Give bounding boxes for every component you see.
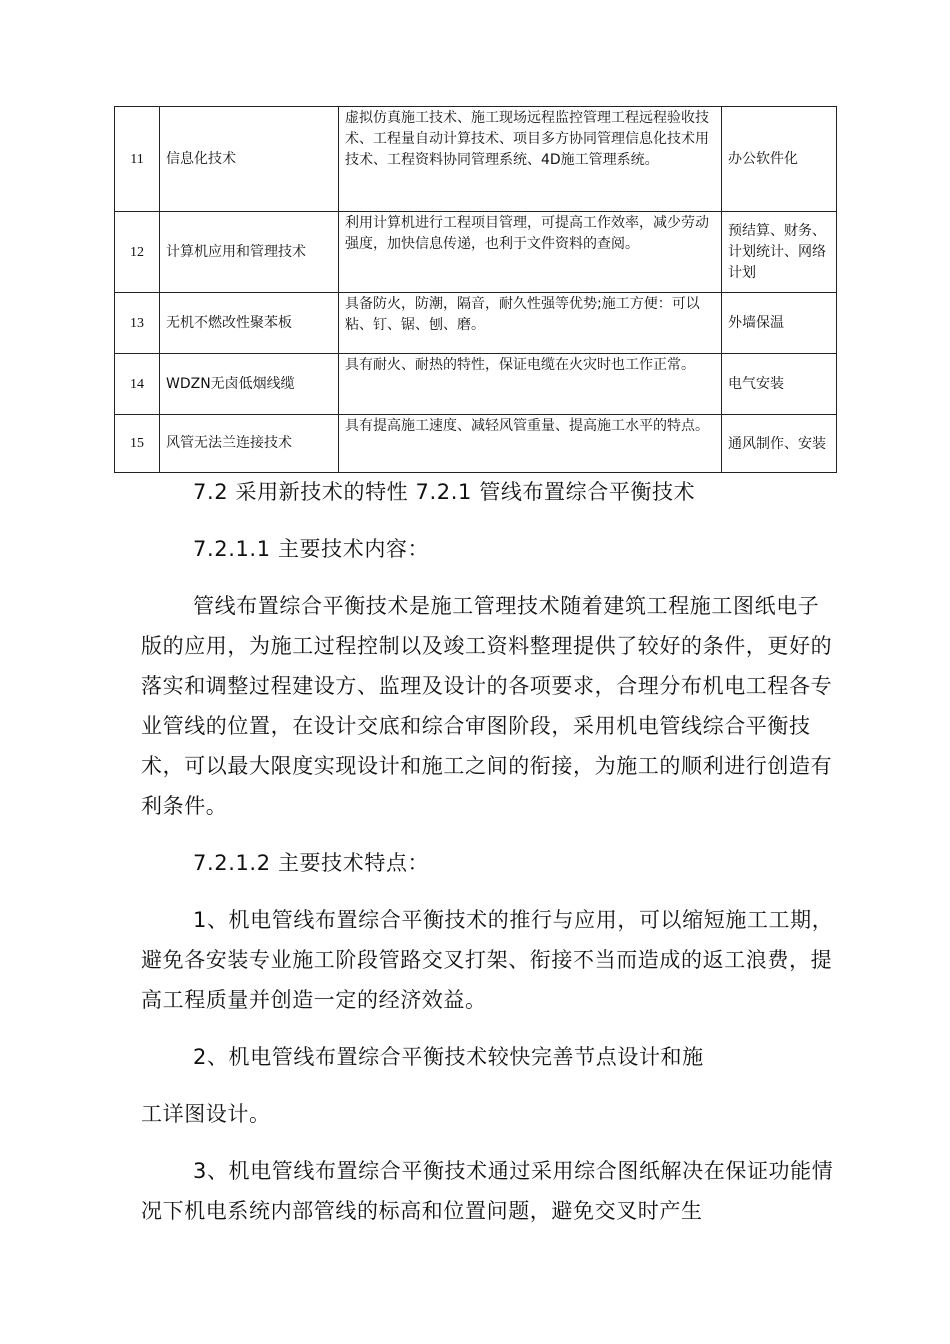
row-number: 14 <box>115 354 160 415</box>
technology-name: WDZN无卤低烟线缆 <box>160 354 339 415</box>
technology-name: 风管无法兰连接技术 <box>160 415 339 473</box>
list-item: 2、机电管线布置综合平衡技术较快完善节点设计和施 <box>193 1045 704 1069</box>
technology-description: 具有耐火、耐热的特性，保证电缆在火灾时也工作正常。 <box>339 354 722 415</box>
technology-description: 虚拟仿真施工技术、施工现场远程监控管理工程远程验收技术、工程量自动计算技术、项目多方协同管理信息化技术用技术、工程资料协同管理系统、4D施工管理系统。 <box>339 107 722 212</box>
row-number: 11 <box>115 107 160 212</box>
section-heading: 7.2 采用新技术的特性 7.2.1 管线布置综合平衡技术 <box>193 480 696 504</box>
row-number: 15 <box>115 415 160 473</box>
table-row <box>115 212 837 293</box>
application-area: 通风制作、安装 <box>722 415 837 473</box>
technology-description: 利用计算机进行工程项目管理，可提高工作效率，减少劳动强度，加快信息传递，也利于文件资料的查阅。 <box>339 212 722 293</box>
technology-name: 无机不燃改性聚苯板 <box>160 293 339 354</box>
list-item: 3、机电管线布置综合平衡技术通过采用综合图纸解决在保证功能情况下机电系统内部管线的标高和位置问题，避免交叉时产生 <box>141 1159 834 1223</box>
section-body <box>141 472 836 1231</box>
table-row <box>115 354 837 415</box>
technology-description: 具有提高施工速度、减轻风管重量、提高施工水平的特点。 <box>339 415 722 473</box>
application-area: 外墙保温 <box>722 293 837 354</box>
table-row <box>115 293 837 354</box>
paragraph: 管线布置综合平衡技术是施工管理技术随着建筑工程施工图纸电子版的应用，为施工过程控制以及竣工资料整理提供了较好的条件，更好的落实和调整过程建设方、监理及设计的各项要求，合理分布机电工程各专业管线的位置，在设计交底和综合审图阶段，采用机电管线综合平衡技术，可以最大限度实现设计和施工之间的衔接，为施工的顺利进行创造有利条件。 <box>141 594 833 818</box>
technology-name: 计算机应用和管理技术 <box>160 212 339 293</box>
list-item: 1、机电管线布置综合平衡技术的推行与应用，可以缩短施工工期，避免各安装专业施工阶段管路交叉打架、衔接不当而造成的返工浪费，提高工程质量并创造一定的经济效益。 <box>141 908 834 1012</box>
list-item-continuation: 工详图设计。 <box>141 1102 271 1126</box>
application-area: 预结算、财务、计划统计、网络计划 <box>722 212 837 293</box>
row-number: 13 <box>115 293 160 354</box>
subsection-heading: 7.2.1.2 主要技术特点： <box>193 851 430 875</box>
row-number: 12 <box>115 212 160 293</box>
application-area: 办公软件化 <box>722 107 837 212</box>
table-row <box>115 415 837 473</box>
technology-table <box>114 106 837 473</box>
technology-name: 信息化技术 <box>160 107 339 212</box>
subsection-heading: 7.2.1.1 主要技术内容： <box>193 537 430 561</box>
application-area: 电气安装 <box>722 354 837 415</box>
technology-description: 具备防火，防潮，隔音，耐久性强等优势;施工方便：可以粘、钉、锯、刨、磨。 <box>339 293 722 354</box>
table-row <box>115 107 837 212</box>
